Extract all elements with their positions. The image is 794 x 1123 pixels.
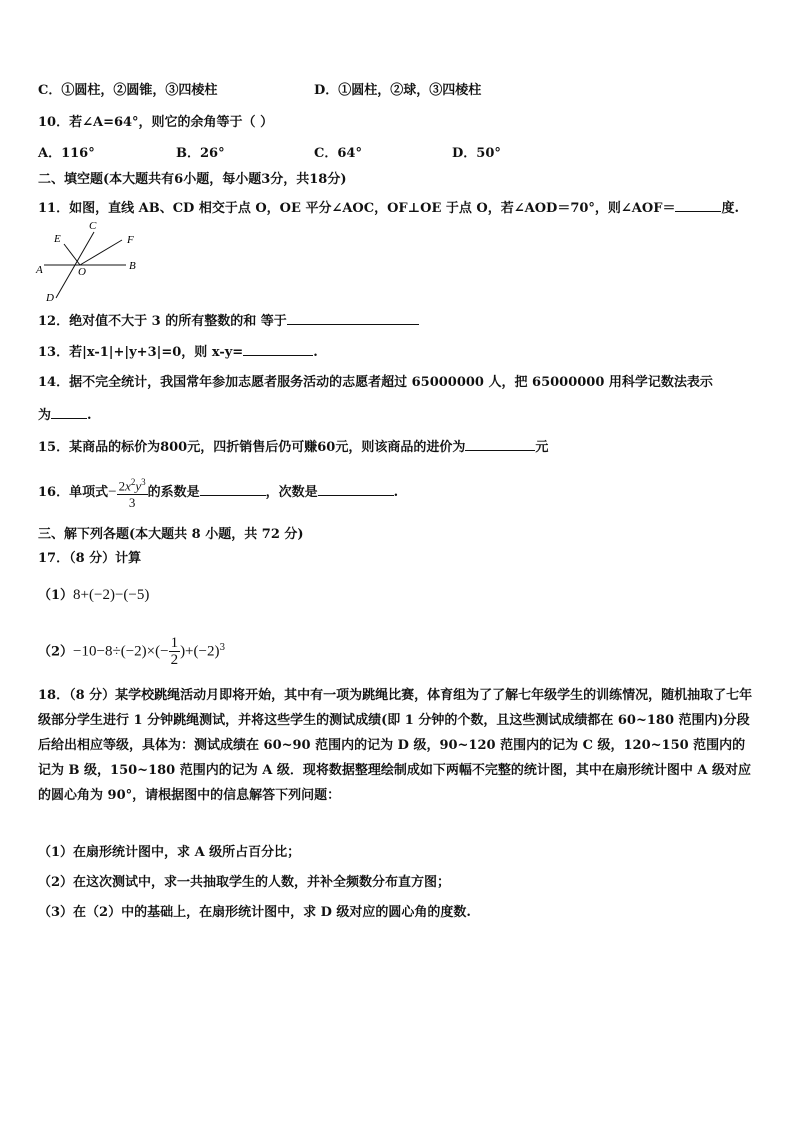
q16-exp-x: 2 xyxy=(130,476,136,487)
q16-den: 3 xyxy=(128,495,136,511)
q14-line2 xyxy=(38,405,92,425)
label-f: F xyxy=(127,234,134,246)
q16-fraction xyxy=(117,474,148,511)
label-d: D xyxy=(46,292,54,304)
q16-y: y xyxy=(135,478,142,494)
q17-title: 17．（8 分）计算 xyxy=(38,551,142,566)
q16-minus: − xyxy=(108,484,117,500)
ray-oe xyxy=(64,244,80,265)
q11-answer-blank[interactable] xyxy=(675,198,721,212)
q14-end: . xyxy=(87,408,92,423)
q9-option-c: C．①圆柱，②圆锥，③四棱柱 xyxy=(38,83,218,98)
q16-stem xyxy=(38,470,398,515)
q12-stem xyxy=(38,311,419,331)
q16-coef: 2 xyxy=(118,478,126,494)
q14-answer-blank[interactable] xyxy=(51,405,87,419)
q18-sub1: （1）在扇形统计图中，求 A 级所占百分比； xyxy=(38,845,301,860)
q15-answer-blank[interactable] xyxy=(465,437,535,451)
q18-paragraph: 18．（8 分）某学校跳绳活动月即将开始，其中有一项为跳绳比赛，体育组为了了解七年级学生的训练情况，随机抽取了七年级部分学生进行 1 分钟跳绳测试，并将这些学生的测试成绩(即 1 分钟的个数，且这些测试成绩都在 60~180 范围内)分段后给出相应等级，具体为：测试成绩在 60~90 范围内的记为 D 级，90~120 范围内的记为 C 级，120~150 范围内的记为 B 级，150~180 范围内的记为 A 级．现将数据整理绘制成如下两幅不完整的统计图，其中在扇形统计图中 A 级对应的圆心角为 90°，请根据图中的信息解答下列问题： xyxy=(38,688,753,803)
q13-answer-blank[interactable] xyxy=(243,342,313,356)
q16-x: x xyxy=(125,478,131,494)
ray-of xyxy=(80,240,122,265)
label-e: E xyxy=(54,233,61,245)
q13-text: 13．若|x-1|+|y+3|=0，则 x-y= xyxy=(38,345,244,360)
q11-stem xyxy=(38,198,739,218)
q17-part2-fraction xyxy=(169,635,181,668)
q17-part2 xyxy=(38,628,225,672)
q13-stem xyxy=(38,342,318,362)
q9-option-d: D．①圆柱，②球，③四棱柱 xyxy=(314,83,482,98)
q12-text: 12．绝对值不大于 3 的所有整数的和 等于 xyxy=(38,314,287,329)
q11-unit: 度. xyxy=(721,201,739,216)
q12-answer-blank[interactable] xyxy=(287,311,419,325)
q17-part1-expr: 8+(−2)−(−5) xyxy=(73,587,150,603)
q10-option-b: B．26° xyxy=(176,146,225,161)
q18-sub3: （3）在（2）中的基础上，在扇形统计图中，求 D 级对应的圆心角的度数. xyxy=(38,905,471,920)
q17-part1 xyxy=(38,586,149,605)
q14-line2-text: 为 xyxy=(38,408,52,423)
label-o: O xyxy=(78,266,86,278)
q17-part2-den: 2 xyxy=(170,652,179,669)
label-a: A xyxy=(36,264,43,276)
section2-title: 二、填空题(本大题共有6小题，每小题3分，共18分) xyxy=(38,172,347,187)
q10-stem: 10．若∠A=64°，则它的余角等于（ ） xyxy=(38,115,274,130)
q15-unit: 元 xyxy=(535,440,549,455)
q11-figure xyxy=(32,218,152,306)
q13-end: . xyxy=(313,345,318,360)
q16-end: . xyxy=(393,485,399,500)
section3-title: 三、解下列各题(本大题共 8 小题，共 72 分) xyxy=(38,527,304,542)
q10-option-d: D．50° xyxy=(452,146,501,161)
q16-coef-blank[interactable] xyxy=(200,482,266,496)
q16-degree-blank[interactable] xyxy=(318,482,394,496)
q17-part2-expr-a: −10−8÷(−2)×(− xyxy=(73,643,169,660)
q17-part2-exp: 3 xyxy=(219,643,226,653)
label-b: B xyxy=(129,260,136,272)
q17-part1-label: （1） xyxy=(38,588,74,603)
q10-option-a: A．116° xyxy=(38,146,95,161)
q16-coef-text: 的系数是 xyxy=(147,485,200,500)
q17-part2-label: （2） xyxy=(38,644,74,660)
label-c: C xyxy=(89,220,97,232)
q16-exp-y: 3 xyxy=(141,476,146,487)
q15-stem xyxy=(38,437,548,457)
q18-sub2: （2）在这次测试中，求一共抽取学生的人数，并补全频数分布直方图； xyxy=(38,875,451,890)
q16-text: 16．单项式 xyxy=(38,485,109,500)
q17-part2-expr-b: )+(−2) xyxy=(180,643,220,660)
q14-line1: 14．据不完全统计，我国常年参加志愿者服务活动的志愿者超过 65000000 人，把 65000000 用科学记数法表示 xyxy=(38,375,713,390)
q15-text: 15．某商品的标价为800元，四折销售后仍可赚60元，则该商品的进价为 xyxy=(38,440,466,455)
q11-text: 11．如图，直线 AB、CD 相交于点 O，OE 平分∠AOC，OF⊥OE 于点 O，若∠AOD＝70°，则∠AOF＝ xyxy=(38,201,676,216)
q17-part2-num: 1 xyxy=(170,635,179,652)
q16-degree-text: ，次数是 xyxy=(265,485,318,500)
q10-option-c: C．64° xyxy=(314,146,362,161)
